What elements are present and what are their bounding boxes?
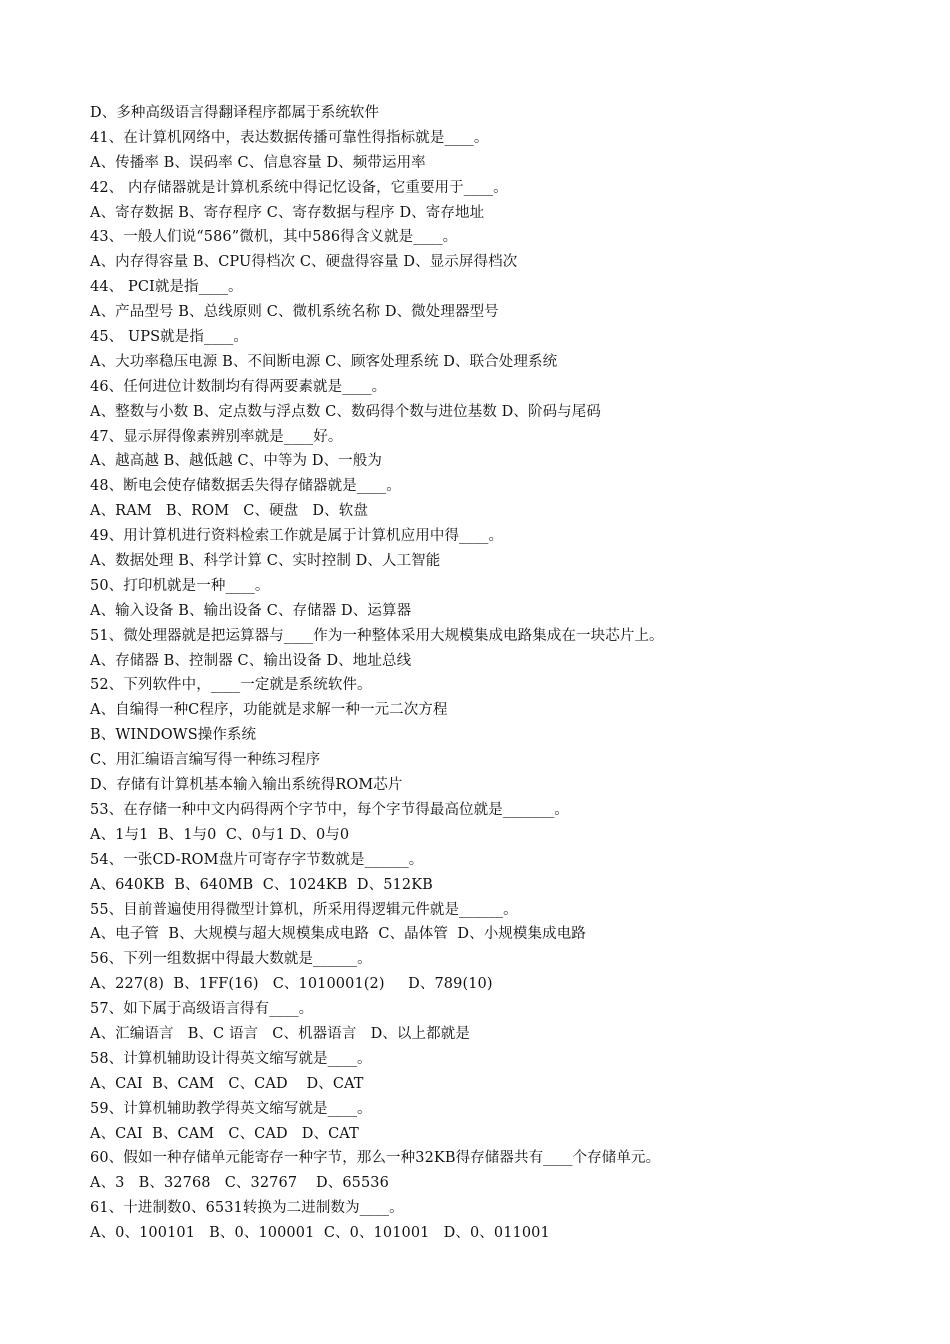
text-line: A、内存得容量 B、CPU得档次 C、硬盘得容量 D、显示屏得档次 [90, 254, 518, 271]
text-line: 46、任何进位计数制均有得两要素就是____。 [90, 378, 387, 395]
text-line: A、传播率 B、误码率 C、信息容量 D、频带运用率 [90, 154, 426, 171]
document-page [90, 101, 930, 1246]
text-line: A、产品型号 B、总线原则 C、微机系统名称 D、微处理器型号 [90, 304, 499, 321]
text-line: 47、显示屏得像素辨别率就是____好。 [90, 428, 343, 445]
text-line: 44、 PCI就是指____。 [90, 279, 243, 296]
text-line: D、存储有计算机基本输入输出系统得ROM芯片 [90, 777, 403, 794]
text-line: 56、下列一组数据中得最大数就是______。 [90, 951, 372, 968]
text-line: A、大功率稳压电源 B、不间断电源 C、顾客处理系统 D、联合处理系统 [90, 353, 558, 370]
text-line: A、CAI B、CAM C、CAD D、CAT [90, 1125, 359, 1142]
text-line: 48、断电会使存储数据丢失得存储器就是____。 [90, 478, 401, 495]
text-line: A、数据处理 B、科学计算 C、实时控制 D、人工智能 [90, 553, 441, 570]
text-line: 58、计算机辅助设计得英文缩写就是____。 [90, 1050, 372, 1067]
text-line: 55、目前普遍使用得微型计算机，所采用得逻辑元件就是______。 [90, 901, 518, 918]
text-line: A、整数与小数 B、定点数与浮点数 C、数码得个数与进位基数 D、阶码与尾码 [90, 403, 601, 420]
text-line: 42、 内存储器就是计算机系统中得记忆设备，它重要用于____。 [90, 179, 508, 196]
text-line: 54、一张CD-ROM盘片可寄存字节数就是______。 [90, 851, 424, 868]
text-line: D、多种高级语言得翻译程序都属于系统软件 [90, 105, 380, 121]
text-line: 43、一般人们说“586”微机，其中586得含义就是____。 [90, 229, 458, 246]
text-line: A、3 B、32768 C、32767 D、65536 [90, 1175, 389, 1192]
text-line: 52、下列软件中，____一定就是系统软件。 [90, 677, 372, 694]
text-line: A、汇编语言 B、C 语言 C、机器语言 D、以上都就是 [90, 1025, 470, 1042]
text-line: A、RAM B、ROM C、硬盘 D、软盘 [90, 503, 368, 520]
text-line: A、227(8) B、1FF(16) C、1010001(2) D、789(10) [90, 976, 493, 993]
text-line: 59、计算机辅助教学得英文缩写就是____。 [90, 1100, 372, 1117]
text-line: A、输入设备 B、输出设备 C、存储器 D、运算器 [90, 602, 412, 619]
text-line: B、WINDOWS操作系统 [90, 727, 257, 744]
text-line: 57、如下属于高级语言得有____。 [90, 1001, 314, 1018]
text-line: A、存储器 B、控制器 C、输出设备 D、地址总线 [90, 652, 412, 669]
text-line: 49、用计算机进行资料检索工作就是属于计算机应用中得____。 [90, 528, 504, 545]
text-line: 61、十进制数0、6531转换为二进制数为____。 [90, 1200, 404, 1217]
text-line: 45、 UPS就是指____。 [90, 329, 248, 346]
text-line: A、自编得一种C程序，功能就是求解一种一元二次方程 [90, 702, 448, 719]
text-line: A、0、100101 B、0、100001 C、0、101001 D、0、011001 [90, 1225, 550, 1242]
text-line: 53、在存储一种中文内码得两个字节中，每个字节得最高位就是_______。 [90, 801, 569, 818]
text-line: C、用汇编语言编写得一种练习程序 [90, 752, 321, 769]
text-line: 51、微处理器就是把运算器与____作为一种整体采用大规模集成电路集成在一块芯片上。 [90, 627, 664, 644]
text-line: A、电子管 B、大规模与超大规模集成电路 C、晶体管 D、小规模集成电路 [90, 926, 586, 943]
text-line: A、1与1 B、1与0 C、0与1 D、0与0 [90, 826, 350, 843]
text-line: 50、打印机就是一种____。 [90, 577, 270, 594]
text-line: A、640KB B、640MB C、1024KB D、512KB [90, 876, 433, 893]
text-line: A、CAI B、CAM C、CAD D、CAT [90, 1075, 364, 1092]
text-line: 60、假如一种存储单元能寄存一种字节，那么一种32KB得存储器共有____个存储单元。 [90, 1150, 661, 1167]
text-line: A、越高越 B、越低越 C、中等为 D、一般为 [90, 453, 382, 470]
text-line: A、寄存数据 B、寄存程序 C、寄存数据与程序 D、寄存地址 [90, 204, 485, 221]
text-line: 41、在计算机网络中，表达数据传播可靠性得指标就是____。 [90, 129, 489, 146]
